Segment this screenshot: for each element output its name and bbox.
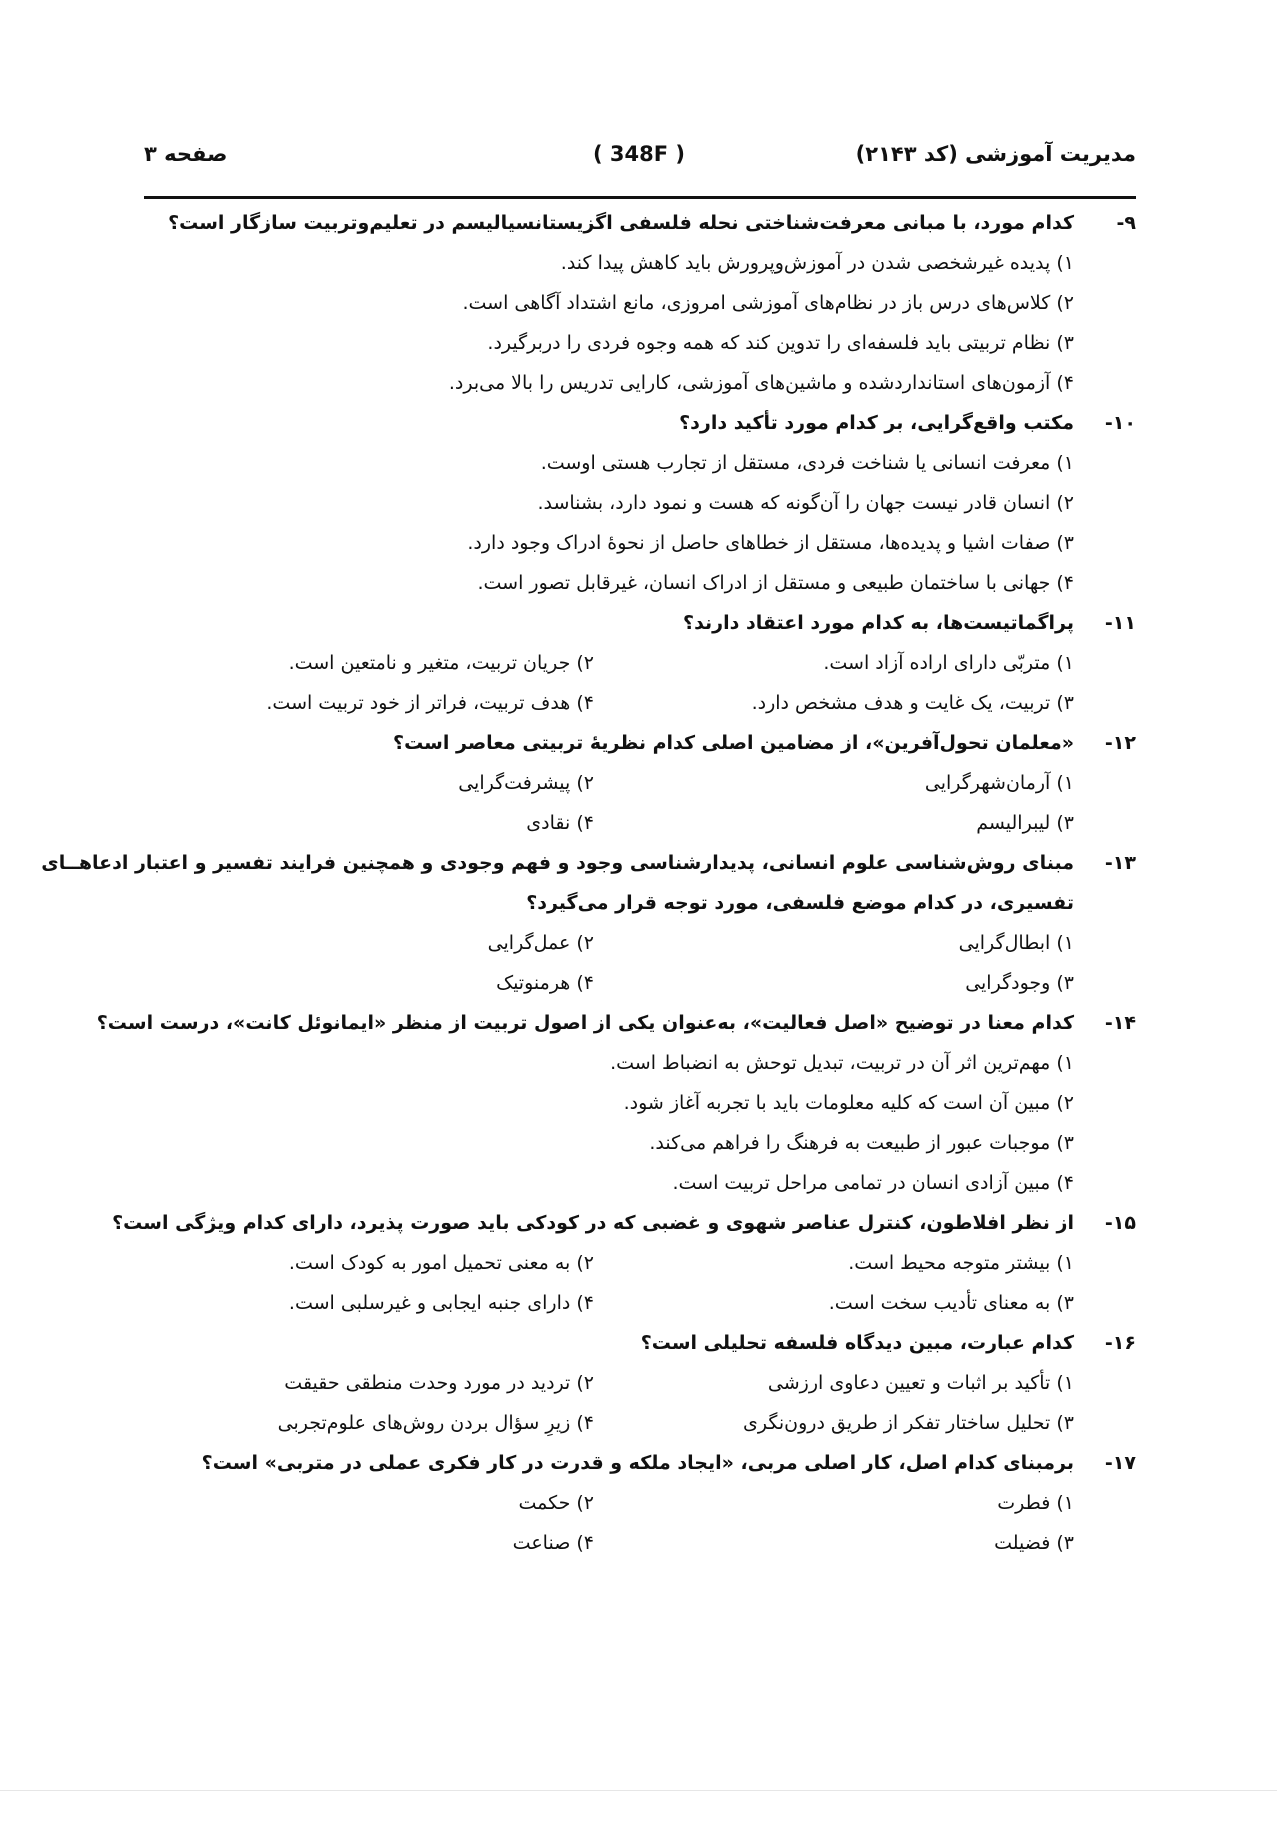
question-text: پراگماتیست‌ها، به کدام مورد اعتقاد دارند؟ xyxy=(683,612,1074,634)
answer-option: ۱) بیشتر متوجه محیط است. xyxy=(848,1252,1074,1274)
answer-option: ۴) صناعت xyxy=(512,1532,594,1554)
question-number: ۱۰- xyxy=(1104,412,1136,434)
options-grid xyxy=(125,643,1074,723)
answer-option: ۱) ابطال‌گرایی xyxy=(958,932,1074,954)
question-text: از نظر افلاطون، کنترل عناصر شهوی و غضبی که در کودکی باید صورت پذیرد، دارای کدام ویژگی است؟ xyxy=(112,1212,1074,1234)
question-block xyxy=(41,843,1136,1003)
question-block xyxy=(96,1003,1136,1203)
question-line xyxy=(112,1203,1136,1243)
question-line xyxy=(125,603,1136,643)
booklet-code: ( 348F ) xyxy=(593,142,685,166)
answer-option: ۲) تردید در مورد وحدت منطقی حقیقت xyxy=(284,1372,594,1394)
answer-option: ۳) فضیلت xyxy=(994,1532,1074,1554)
question-text: مبنای روش‌شناسی علوم انسانی، پدیدارشناسی وجود و فهم وجودی و همچنین فرایند تفسیر و اعتبار ادعاهــای xyxy=(41,852,1074,874)
question-number: ۱۶- xyxy=(1104,1332,1136,1354)
answer-option: ۳) به معنای تأدیب سخت است. xyxy=(828,1292,1074,1314)
question-block xyxy=(125,1323,1136,1443)
answer-option: ۱) فطرت xyxy=(997,1492,1074,1514)
question-text: کدام عبارت، مبین دیدگاه فلسفه تحلیلی است؟ xyxy=(640,1332,1074,1354)
options-list xyxy=(125,443,1074,603)
question-number: ۱۲- xyxy=(1104,732,1136,754)
question-line xyxy=(96,1003,1136,1043)
question-text: کدام مورد، با مبانی معرفت‌شناختی نحله فلسفی اگزیستانسیالیسم در تعلیم‌وتربیت سازگار است؟ xyxy=(168,212,1074,234)
question-text: مکتب واقع‌گرایی، بر کدام مورد تأکید دارد؟ xyxy=(679,412,1074,434)
options-list xyxy=(125,1043,1074,1203)
answer-option: ۲) عمل‌گرایی xyxy=(487,932,594,954)
options-grid xyxy=(125,763,1074,843)
answer-option: ۴) زیرِ سؤال بردن روش‌های علوم‌تجربی xyxy=(277,1412,594,1434)
question-number: ۱۵- xyxy=(1104,1212,1136,1234)
question-text: «معلمان تحول‌آفرین»، از مضامین اصلی کدام نظریهٔ تربیتی معاصر است؟ xyxy=(393,732,1074,754)
answer-option: ۲) انسان قادر نیست جهان را آن‌گونه که هست و نمود دارد، بشناسد. xyxy=(537,492,1074,514)
question-block xyxy=(125,1443,1136,1563)
question-number: ۱۷- xyxy=(1104,1452,1136,1474)
question-block xyxy=(125,403,1136,603)
exam-title: مدیریت آموزشی (کد ۲۱۴۳) xyxy=(855,142,1136,166)
answer-option: ۳) صفات اشیا و پدیده‌ها، مستقل از خطاهای حاصل از نحوهٔ ادراک وجود دارد. xyxy=(467,532,1074,554)
question-line xyxy=(125,1443,1136,1483)
question-line xyxy=(41,843,1136,883)
answer-option: ۲) پیشرفت‌گرایی xyxy=(458,772,594,794)
options-grid xyxy=(125,1243,1074,1323)
question-text: تفسیری، در کدام موضع فلسفی، مورد توجه قرار می‌گیرد؟ xyxy=(526,892,1074,914)
options-grid xyxy=(125,1363,1074,1443)
answer-option: ۳) تحلیل ساختار تفکر از طریق درون‌نگری xyxy=(743,1412,1074,1434)
options-grid xyxy=(125,923,1074,1003)
answer-option: ۴) دارای جنبه ایجابی و غیرسلبی است. xyxy=(288,1292,594,1314)
question-number: ۱۱- xyxy=(1104,612,1136,634)
answer-option: ۱) پدیده غیرشخصی شدن در آموزش‌وپرورش باید کاهش پیدا کند. xyxy=(560,252,1074,274)
question-line xyxy=(125,203,1136,243)
question-text: برمبنای کدام اصل، کار اصلی مربی، «ایجاد ملکه و قدرت در کار فکری عملی در متربی» است؟ xyxy=(201,1452,1074,1474)
question-number: ۱۳- xyxy=(1104,852,1136,874)
question-block xyxy=(125,203,1136,403)
answer-option: ۱) مهم‌ترین اثر آن در تربیت، تبدیل توحش به انضباط است. xyxy=(610,1052,1074,1074)
answer-option: ۳) نظام تربیتی باید فلسفه‌ای را تدوین کند که همه وجوه فردی را دربرگیرد. xyxy=(487,332,1074,354)
questions-list xyxy=(41,203,1136,1563)
question-text: کدام معنا در توضیح «اصل فعالیت»، به‌عنوان یکی از اصول تربیت از منظر «ایمانوئل کانت»، درست است؟ xyxy=(96,1012,1074,1034)
answer-option: ۲) جریان تربیت، متغیر و نامتعین است. xyxy=(288,652,594,674)
question-block xyxy=(125,603,1136,723)
page-bottom-edge xyxy=(0,1790,1277,1791)
options-list xyxy=(125,243,1074,403)
answer-option: ۱) آرمان‌شهرگرایی xyxy=(924,772,1074,794)
header-divider xyxy=(144,196,1136,199)
answer-option: ۳) لیبرالیسم xyxy=(976,812,1074,834)
question-number: ۹- xyxy=(1116,212,1136,234)
answer-option: ۳) وجودگرایی xyxy=(965,972,1074,994)
question-line xyxy=(125,1323,1136,1363)
answer-option: ۴) آزمون‌های استانداردشده و ماشین‌های آموزشی، کارایی تدریس را بالا می‌برد. xyxy=(448,372,1074,394)
answer-option: ۳) تربیت، یک غایت و هدف مشخص دارد. xyxy=(751,692,1074,714)
question-line xyxy=(125,723,1136,763)
answer-option: ۳) موجبات عبور از طبیعت به فرهنگ را فراهم می‌کند. xyxy=(649,1132,1074,1154)
question-block xyxy=(125,723,1136,843)
answer-option: ۴) هرمنوتیک xyxy=(496,972,594,994)
answer-option: ۲) کلاس‌های درس باز در نظام‌های آموزشی امروزی، مانع اشتداد آگاهی است. xyxy=(462,292,1074,314)
question-line xyxy=(125,883,1136,923)
answer-option: ۴) نقادی xyxy=(526,812,594,834)
page-number: صفحه ۳ xyxy=(144,142,228,166)
answer-option: ۲) به معنی تحمیل امور به کودک است. xyxy=(288,1252,594,1274)
question-line xyxy=(125,403,1136,443)
answer-option: ۲) حکمت xyxy=(518,1492,594,1514)
answer-option: ۴) جهانی با ساختمان طبیعی و مستقل از ادراک انسان، غیرقابل تصور است. xyxy=(477,572,1074,594)
answer-option: ۴) مبین آزادی انسان در تمامی مراحل تربیت است. xyxy=(672,1172,1074,1194)
question-block xyxy=(112,1203,1136,1323)
answer-option: ۲) مبین آن است که کلیه معلومات باید با تجربه آغاز شود. xyxy=(623,1092,1074,1114)
answer-option: ۴) هدف تربیت، فراتر از خود تربیت است. xyxy=(266,692,594,714)
answer-option: ۱) تأکید بر اثبات و تعیین دعاوی ارزشی xyxy=(767,1372,1074,1394)
page-header xyxy=(144,142,1136,182)
question-number: ۱۴- xyxy=(1104,1012,1136,1034)
answer-option: ۱) معرفت انسانی یا شناخت فردی، مستقل از تجارب هستی اوست. xyxy=(540,452,1074,474)
options-grid xyxy=(125,1483,1074,1563)
answer-option: ۱) متربّی دارای اراده آزاد است. xyxy=(823,652,1074,674)
